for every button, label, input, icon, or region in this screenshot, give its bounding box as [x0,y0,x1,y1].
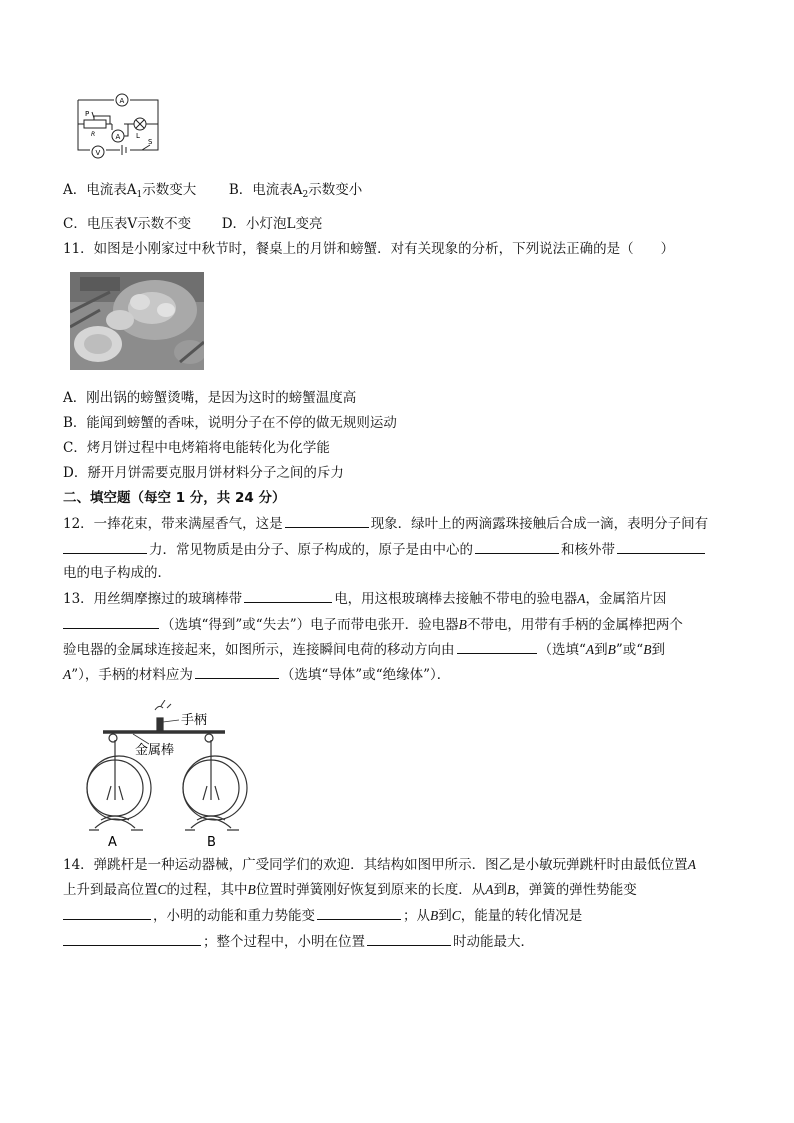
ammeter-mid-label: A [115,133,121,141]
q10-options-ab: A．电流表$A_1$示数变大 B．电流表$A_2$示数变小 [63,182,363,200]
q14-blank-3[interactable] [63,931,201,946]
q11-option-d: D．掰开月饼需要克服月饼材料分子之间的斥力 [63,465,344,481]
q13-line2: （选填“得到”或“失去”）电子而带电张开．验电器B不带电，用带有手柄的金属棒把两个 [63,614,683,635]
q12-blank-2[interactable] [63,539,147,554]
q10-options-cd: C．电压表V示数不变 D．小灯泡L变亮 [63,216,323,232]
q14-line2: 上升到最高位置C的过程，其中B位置时弹簧刚好恢复到原来的长度．从A到B，弹簧的弹性势能变 [63,882,637,898]
resistor-label: R [91,131,96,138]
q12-blank-4[interactable] [617,539,705,554]
q14-blank-1[interactable] [63,905,151,920]
switch-label: S [148,138,153,146]
q11-option-b: B．能闻到螃蟹的香味，说明分子在不停的做无规则运动 [63,415,397,431]
q13-line3: 验电器的金属球连接起来，如图所示，连接瞬间电荷的移动方向由 （选填“A到B”或“B到 [63,639,665,660]
q12-line1: 12．一捧花束，带来满屋香气，这是 现象．绿叶上的两滴露珠接触后合成一滴，表明分子间有 [63,513,708,534]
electroscope-b-label: B [207,835,216,848]
q13-blank-3[interactable] [457,639,537,654]
voltmeter-label: V [95,149,101,157]
q12-line3: 电的电子构成的． [63,565,171,581]
option-b: B．电流表 [228,182,293,198]
mooncake-crab-photo [70,272,204,370]
q13-line4: A”），手柄的材料应为 （选填“导体”或“绝缘体”）． [63,664,450,685]
q12-blank-3[interactable] [475,539,559,554]
q11-option-a: A．刚出锅的螃蟹烫嘴，是因为这时的螃蟹温度高 [63,390,357,406]
slider-label: P [85,110,90,118]
circuit-diagram [70,92,170,162]
handle-label: 手柄 [181,713,208,728]
electroscope-a-label: A [108,835,117,848]
q12-line2: 力．常见物质是由分子、原子构成的，原子是由中心的 和核外带 [63,539,707,560]
option-d: D．小灯泡 [221,216,287,232]
section-heading-fill-blank: 二、填空题（每空 1 分，共 24 分） [63,490,286,506]
ammeter-top-label: A [119,97,125,105]
q14-line3: ，小明的动能和重力势能变 ；从B到C，能量的转化情况是 [63,905,582,926]
q14-blank-4[interactable] [367,931,451,946]
option-a: A．电流表 [63,182,127,198]
electroscope-figure [75,700,255,848]
metal-rod-label: 金属棒 [135,743,175,758]
q14-line4: ；整个过程中，小明在位置 时动能最大． [63,931,534,952]
q14-line1: 14．弹跳杆是一种运动器械，广受同学们的欢迎．其结构如图甲所示．图乙是小敏玩弹跳杆时由最低位置A [63,857,696,873]
q11-option-c: C．烤月饼过程中电烤箱将电能转化为化学能 [63,440,330,456]
q11-stem: 11．如图是小刚家过中秋节时，餐桌上的月饼和螃蟹．对有关现象的分析，下列说法正确的是（ ） [63,241,675,257]
option-c: C．电压表 [63,216,128,232]
lamp-label: L [136,132,140,140]
q14-blank-2[interactable] [317,905,401,920]
q13-blank-1[interactable] [244,588,332,603]
q13-blank-4[interactable] [195,664,279,679]
q12-blank-1[interactable] [285,513,369,528]
q13-line1: 13．用丝绸摩擦过的玻璃棒带 电，用这根玻璃棒去接触不带电的验电器A，金属箔片因 [63,588,666,609]
q13-blank-2[interactable] [63,614,159,629]
